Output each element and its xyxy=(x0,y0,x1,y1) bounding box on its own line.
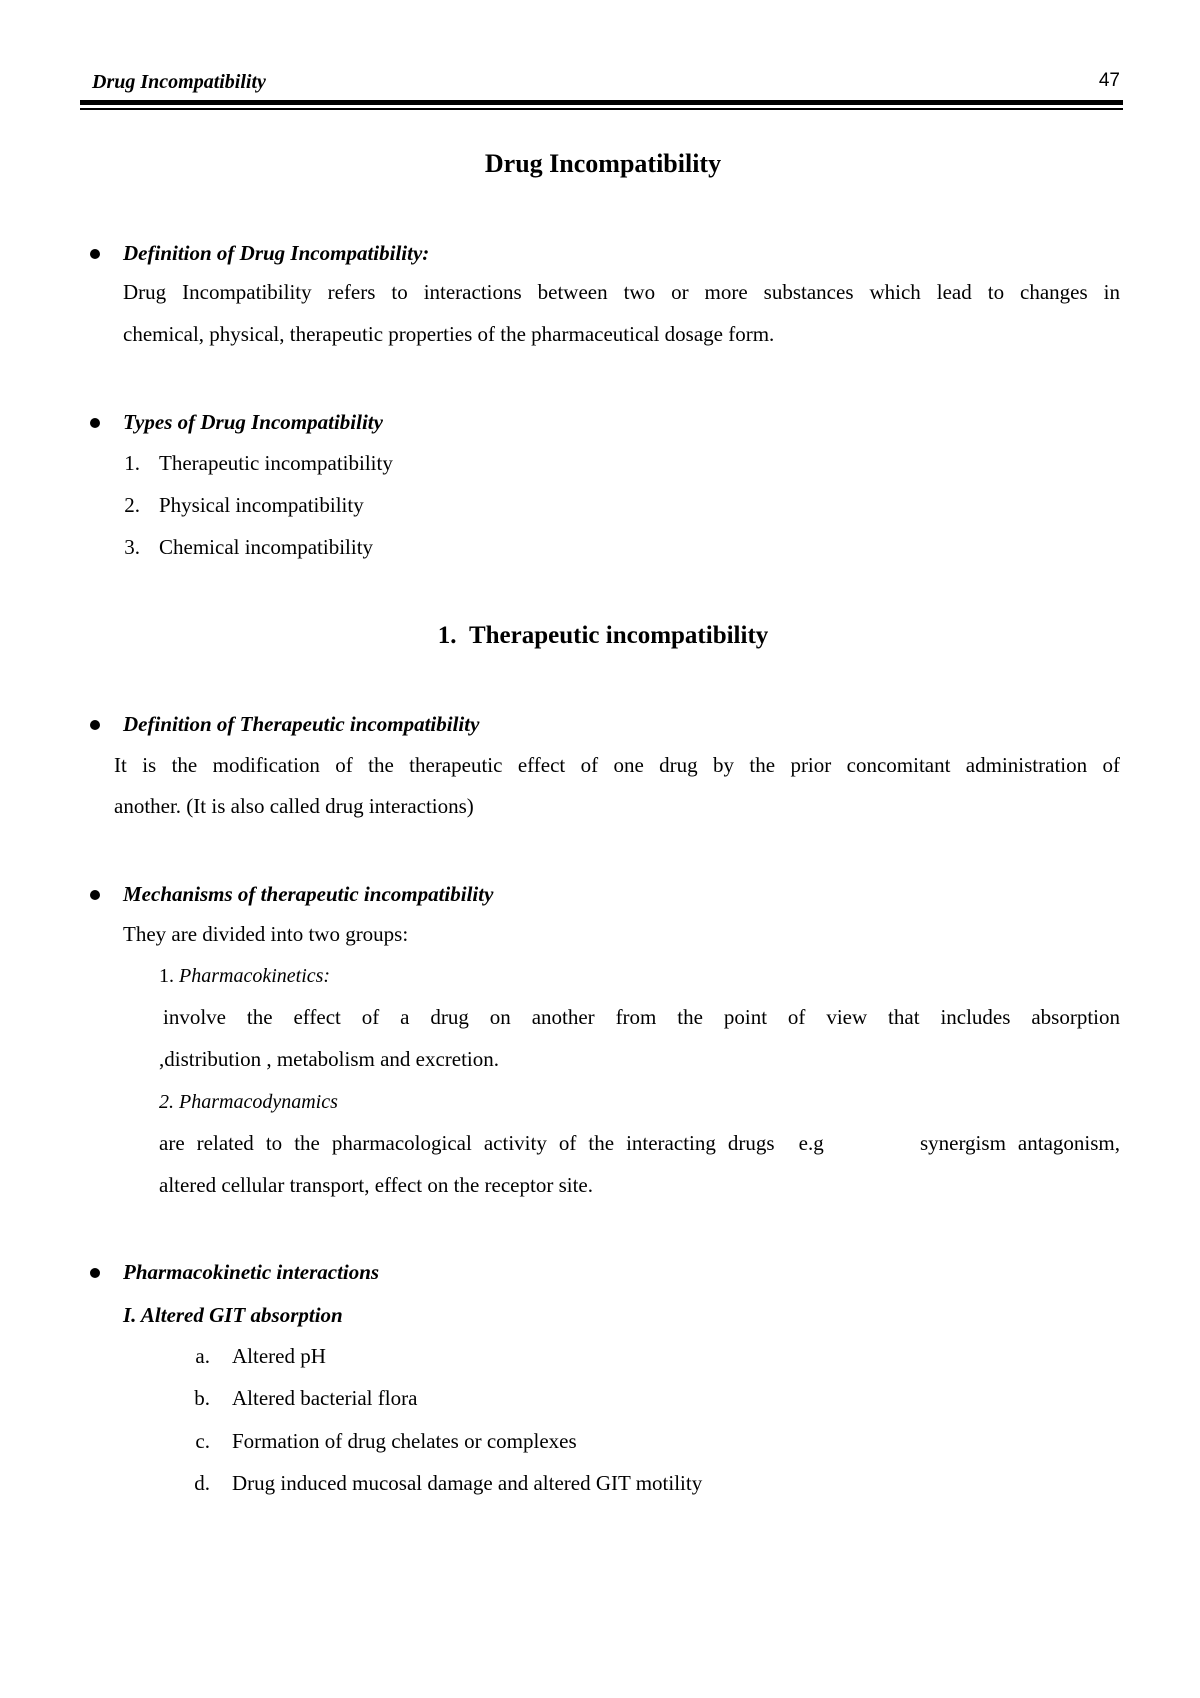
bullet-icon xyxy=(90,890,100,900)
pk-item-text: Altered bacterial flora xyxy=(232,1386,418,1410)
page-number: 47 xyxy=(1098,70,1120,91)
pharmacokinetics-line-2: ,distribution , metabolism and excretion. xyxy=(159,1047,500,1071)
definition-heading: Definition of Drug Incompatibility: xyxy=(123,241,430,265)
section-heading xyxy=(0,622,1200,650)
types-item-number: 1. xyxy=(124,451,140,475)
bullet-icon xyxy=(90,418,100,428)
pk-item-letter: c. xyxy=(195,1429,210,1453)
types-item-text: Chemical incompatibility xyxy=(159,535,374,559)
therapeutic-def-line-2: another. (It is also called drug interactions) xyxy=(114,794,474,818)
running-header-title: Drug Incompatibility xyxy=(92,71,266,93)
types-item-number: 3. xyxy=(124,535,140,559)
pk-interactions-heading: Pharmacokinetic interactions xyxy=(123,1260,380,1284)
pk-item-letter: a. xyxy=(195,1344,210,1368)
pharmacokinetics-title: Pharmacokinetics: xyxy=(179,965,331,987)
therapeutic-def-heading: Definition of Therapeutic incompatibility xyxy=(123,712,480,736)
definition-line-1: Drug Incompatibility refers to interactions between two or more substances which lead to changes in xyxy=(123,280,1120,304)
header-rule-thin xyxy=(80,108,1123,110)
page-title: Drug Incompatibility xyxy=(484,149,722,178)
pharmacokinetics-label xyxy=(159,965,330,988)
definition-line-2: chemical, physical, therapeutic properties of the pharmaceutical dosage form. xyxy=(123,322,775,346)
pk-item-letter: b. xyxy=(194,1386,210,1410)
pharmacodynamics-line-2: altered cellular transport, effect on the receptor site. xyxy=(159,1173,593,1197)
pk-item-letter: d. xyxy=(194,1471,210,1495)
section-title: Therapeutic incompatibility xyxy=(468,622,769,649)
types-item-text: Therapeutic incompatibility xyxy=(159,451,393,475)
header-rule-thick xyxy=(80,100,1123,105)
pharmacokinetics-line-1: involve the effect of a drug on another from the point of view that includes absorption xyxy=(163,1005,1120,1029)
pharmacodynamics-line-1: are related to the pharmacological activity of the interacting drugs e.g synergism antagonism, xyxy=(159,1131,1120,1155)
section-number: 1. xyxy=(437,622,457,649)
types-item-number: 2. xyxy=(124,493,140,517)
pharmacodynamics-label: 2. Pharmacodynamics xyxy=(159,1091,338,1113)
pk-item-text: Formation of drug chelates or complexes xyxy=(232,1429,577,1453)
pk-item-text: Drug induced mucosal damage and altered GIT motility xyxy=(232,1471,703,1495)
pk-interactions-subheading: I. Altered GIT absorption xyxy=(123,1303,343,1327)
therapeutic-def-line-1: It is the modification of the therapeutic effect of one drug by the prior concomitant administration of xyxy=(114,753,1120,777)
types-item-text: Physical incompatibility xyxy=(159,493,364,517)
bullet-icon xyxy=(90,1268,100,1278)
mechanisms-intro: They are divided into two groups: xyxy=(123,922,409,946)
pk-item-text: Altered pH xyxy=(232,1344,326,1368)
bullet-icon xyxy=(90,720,100,730)
types-heading: Types of Drug Incompatibility xyxy=(123,410,383,434)
mechanisms-heading: Mechanisms of therapeutic incompatibility xyxy=(123,882,494,906)
bullet-icon xyxy=(90,249,100,259)
pharmacokinetics-number: 1. xyxy=(159,965,174,987)
